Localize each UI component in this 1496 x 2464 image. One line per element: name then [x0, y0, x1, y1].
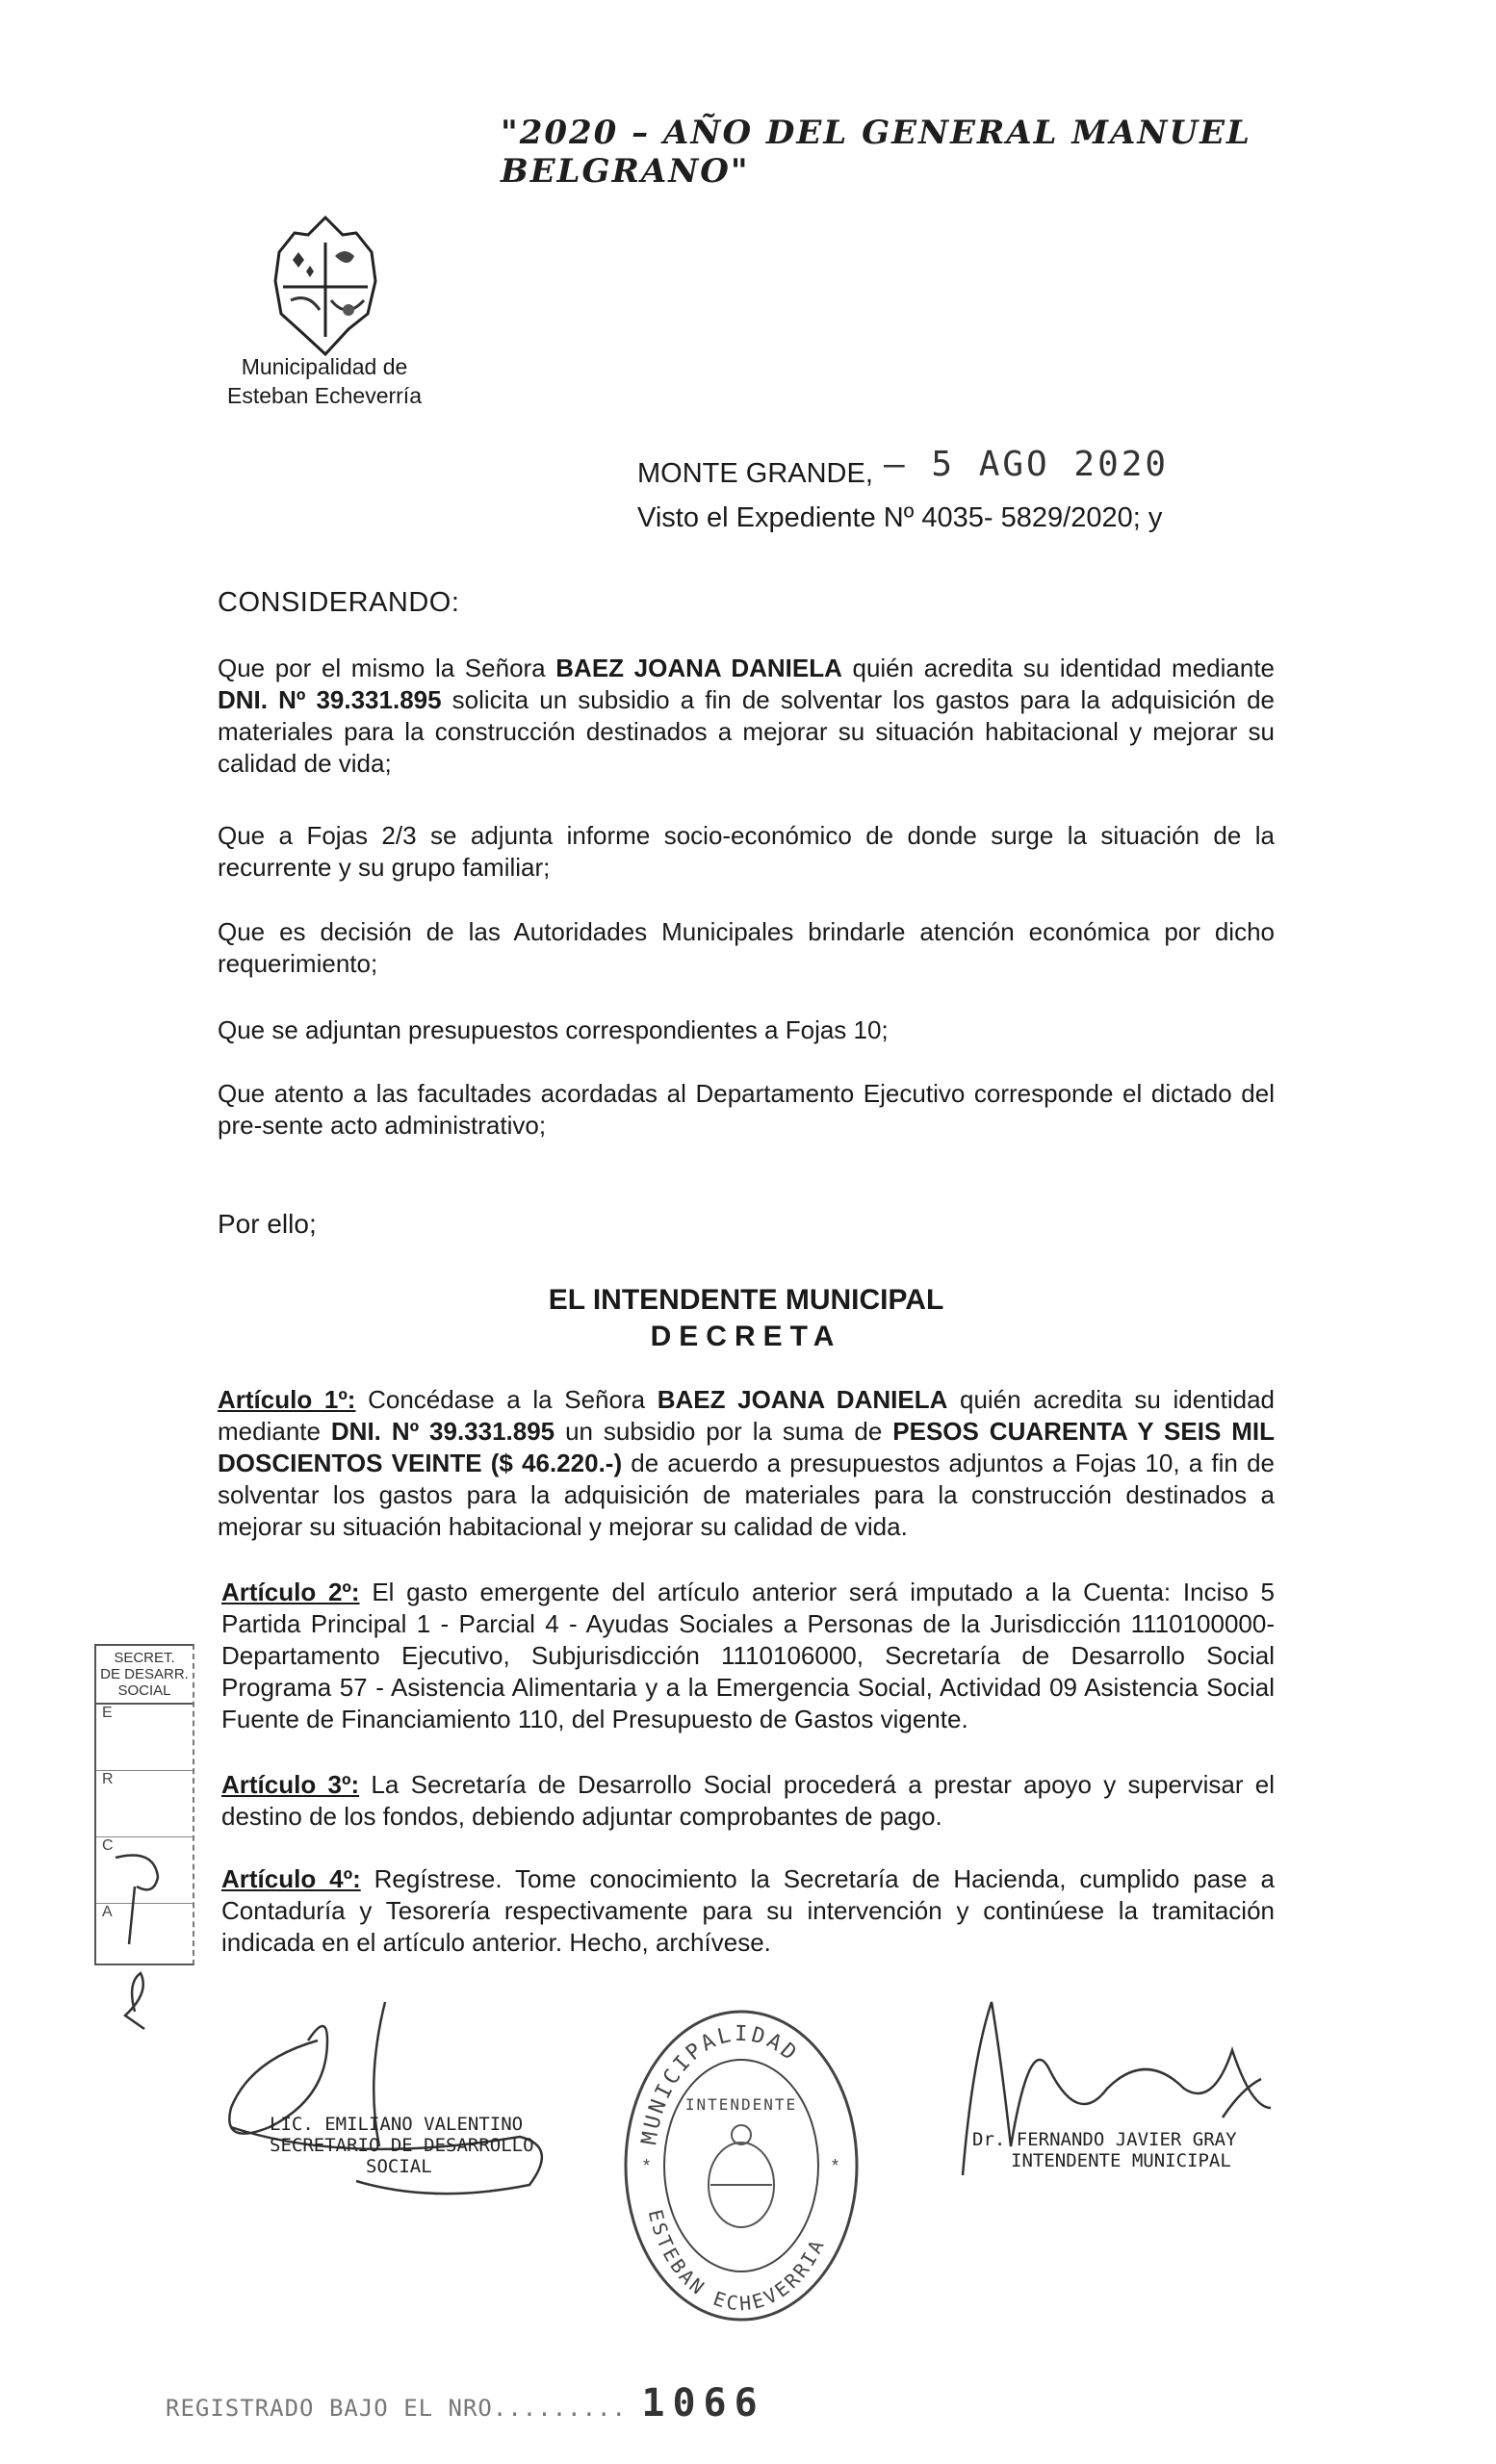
svg-text:MUNICIPALIDAD [637, 2022, 803, 2146]
considerando-paragraph-4: Que se adjuntan presupuestos correspondientes a Fojas 10; [218, 1015, 889, 1044]
considerando-paragraph-2: Que a Fojas 2/3 se adjunta informe socio-económico de donde surge la situación de la recurrente y su grupo familiar; [218, 821, 1275, 882]
article-3-title: Artículo 3º: [221, 1770, 360, 1799]
article-4-title: Artículo 4º: [221, 1864, 361, 1893]
visto-expediente: Visto el Expediente Nº 4035- 5829/2020; y [637, 502, 1163, 533]
official-seal-icon [616, 2002, 866, 2329]
stamp-line: SOCIAL [117, 1682, 171, 1699]
article-3 [221, 1769, 1275, 1833]
text: de acuerdo a presupuestos adjuntos a Fojas 10, a fin de solventar los gastos para la adquisición de materiales para la construcción destinados a mejorar su situación habitacional y mejorar su calidad de vida. [218, 1449, 1275, 1541]
stamp-row-a: A [102, 1904, 113, 1920]
article-1 [218, 1384, 1275, 1543]
signatory-right [972, 2129, 1237, 2171]
beneficiary-dni: DNI. Nº 39.331.895 [330, 1417, 555, 1446]
article-1-title: Artículo 1º: [218, 1385, 356, 1414]
stamp-row-e: E [96, 1705, 193, 1771]
text: Regístrese. Tome conocimiento la Secretaría de Hacienda, cumplido pase a Contaduría y Tesorería respectivamente para su intervención y continúese la tramitación indicada en el artículo anterior. Hecho, archívese. [221, 1864, 1275, 1957]
date-stamp: – 5 AGO 2020 [884, 445, 1170, 484]
article-4 [221, 1863, 1275, 1959]
municipal-crest-icon [268, 214, 383, 358]
registration-number: 1066 [641, 2381, 765, 2426]
considerando-paragraph-3: Que es decisión de las Autoridades Municipales brindarle atención económica por dicho requerimiento; [218, 917, 1275, 978]
seal-top-text: MUNICIPALIDAD [637, 2021, 803, 2147]
routing-stamp-header [96, 1646, 193, 1705]
text: solicita un subsidio a fin de solventar los gastos para la adquisición de materiales para la construcción destinados a mejorar su situación habitacional y mejorar su calidad de vida; [218, 685, 1275, 778]
text: La Secretaría de Desarrollo Social procederá a prestar apoyo y supervisar el destino de los fondos, debiendo adjuntar comprobantes de pago. [221, 1770, 1276, 1831]
beneficiary-name: BAEZ JOANA DANIELA [555, 654, 842, 682]
municipality-name [223, 352, 426, 410]
registration-label: REGISTRADO BAJO EL NRO. [166, 2395, 508, 2422]
considerando-paragraph-5: Que atento a las facultades acordadas al Departamento Ejecutivo corresponde el dictado del pre-sente acto administrativo; [218, 1079, 1275, 1140]
text: El gasto emergente del artículo anterior será imputado a la Cuenta: Inciso 5 Partida Principal 1 - Parcial 4 - Ayudas Sociales a Personas de la Jurisdicción 1110100000-Departamento Ejecutivo, Subjurisdicción 1110106000, Secretaría de Desarrollo Social Programa 57 - Asistencia Alimentaria y a la Emergencia Social, Actividad 09 Asistencia Social Fuente de Financiamiento 110, del Presupuesto de Gastos vigente. [221, 1578, 1275, 1733]
svg-text:*: * [643, 2156, 651, 2175]
por-ello: Por ello; [218, 1209, 317, 1239]
svg-text:ESTEBAN ECHEVERRIA [644, 2207, 830, 2315]
stamp-line: SECRET. [114, 1650, 175, 1666]
seal-mid-text: INTENDENTE [684, 2095, 798, 2114]
beneficiary-dni: DNI. Nº 39.331.895 [218, 685, 442, 714]
handwritten-initial-icon [96, 1829, 193, 2040]
text: Concédase a la Señora [355, 1385, 658, 1414]
signatory-left-title-2: SOCIAL [366, 2156, 432, 2177]
stamp-row-c: C [96, 1837, 193, 1904]
text: Que por el mismo la Señora [218, 654, 556, 682]
signatory-right-title: INTENDENTE MUNICIPAL [1011, 2150, 1231, 2171]
text: un subsidio por la suma de [555, 1417, 893, 1446]
article-2 [221, 1577, 1275, 1735]
stamp-row-r: R [96, 1771, 193, 1837]
signatory-left-title: SECRETARIO DE DESARROLLO [270, 2135, 534, 2156]
signatory-right-name: Dr. FERNANDO JAVIER GRAY [972, 2129, 1237, 2150]
signatory-left [270, 2114, 534, 2177]
stamp-line: DE DESARR. [100, 1666, 189, 1682]
subsidy-amount: PESOS CUARENTA Y SEIS MIL DOSCIENTOS VEINTE ($ 46.220.-) [218, 1417, 1275, 1477]
decree-authority: EL INTENDENTE MUNICIPAL [548, 1284, 944, 1316]
considerando-title: CONSIDERANDO: [218, 587, 460, 618]
text: quién acredita su identidad mediante [841, 654, 1276, 682]
municipality-line-1: Municipalidad de [241, 354, 408, 379]
municipality-line-2: Esteban Echeverría [226, 383, 422, 408]
considerando-paragraph-1 [218, 653, 1275, 780]
decree-motto: "2020 – AÑO DEL GENERAL MANUEL BELGRANO" [501, 114, 1251, 191]
article-2-title: Artículo 2º: [221, 1578, 360, 1606]
decreta-heading: DECRETA [650, 1321, 842, 1352]
seal-bottom-text: ESTEBAN ECHEVERRIA [643, 2207, 830, 2316]
beneficiary-name: BAEZ JOANA DANIELA [657, 1385, 948, 1414]
text: quién acredita su identidad mediante [218, 1385, 1275, 1446]
place-label: MONTE GRANDE, [637, 458, 873, 489]
svg-text:*: * [832, 2156, 839, 2175]
registration-line: REGISTRADO BAJO EL NRO......... 1066 [166, 2381, 765, 2426]
signatory-left-name: LIC. EMILIANO VALENTINO [270, 2114, 524, 2135]
